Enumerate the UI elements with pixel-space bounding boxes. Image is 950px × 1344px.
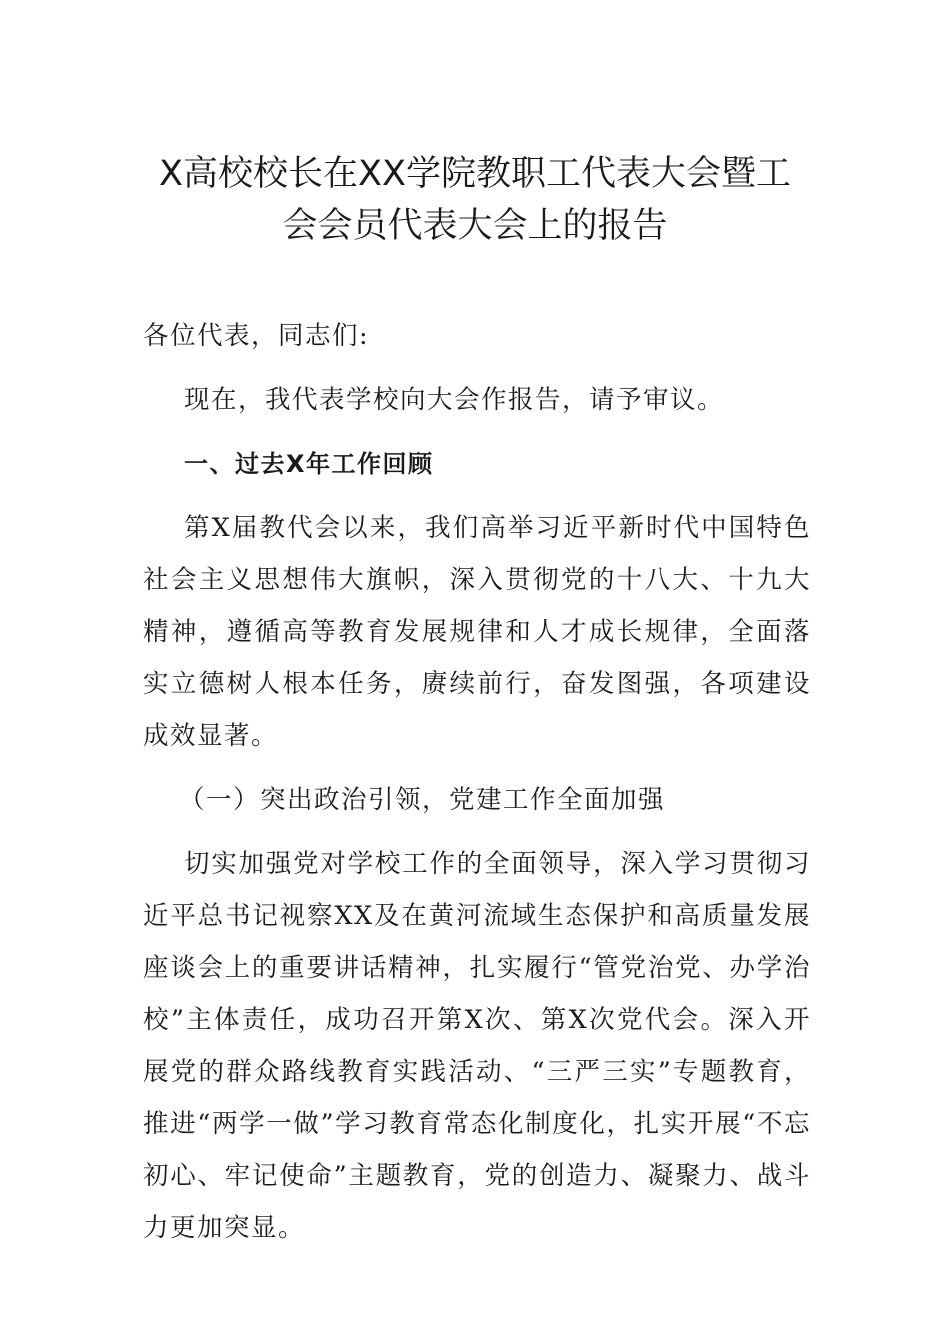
document-body — [143, 310, 811, 1266]
section-heading: 一、过去X年工作回顾 — [184, 450, 434, 478]
salutation: 各位代表，同志们: — [143, 321, 370, 351]
title-line-2: 会会员代表大会上的报告 — [282, 206, 668, 246]
section-paragraph: 第X届教代会以来，我们高举习近平新时代中国特色社会主义思想伟大旗帜，深入贯彻党的十八大、十九大精神，遵循高等教育发展规律和人才成长规律，全面落实立德树人根本任务，赓续前行，奋发图强，各项建设成效显著。 — [143, 513, 811, 751]
title-line-1: X高校校长在XX学院教职工代表大会暨工 — [159, 154, 791, 194]
subsection-heading: （一）突出政治引领，党建工作全面加强 — [179, 785, 666, 815]
subsection-paragraph: 切实加强党对学校工作的全面领导，深入学习贯彻习近平总书记视察XX及在黄河流域生态保护和高质量发展座谈会上的重要讲话精神，扎实履行“管党治党、办学治校”主体责任，成功召开第X次、第X次党代会。深入开展党的群众路线教育实践活动、“三严三实”专题教育，推进“两学一做”学习教育常态化制度化，扎实开展“不忘初心、牢记使命”主题教育，党的创造力、凝聚力、战斗力更加突显。 — [143, 849, 811, 1243]
intro-paragraph: 现在，我代表学校向大会作报告，请予审议。 — [184, 385, 725, 415]
document-title — [100, 148, 850, 252]
